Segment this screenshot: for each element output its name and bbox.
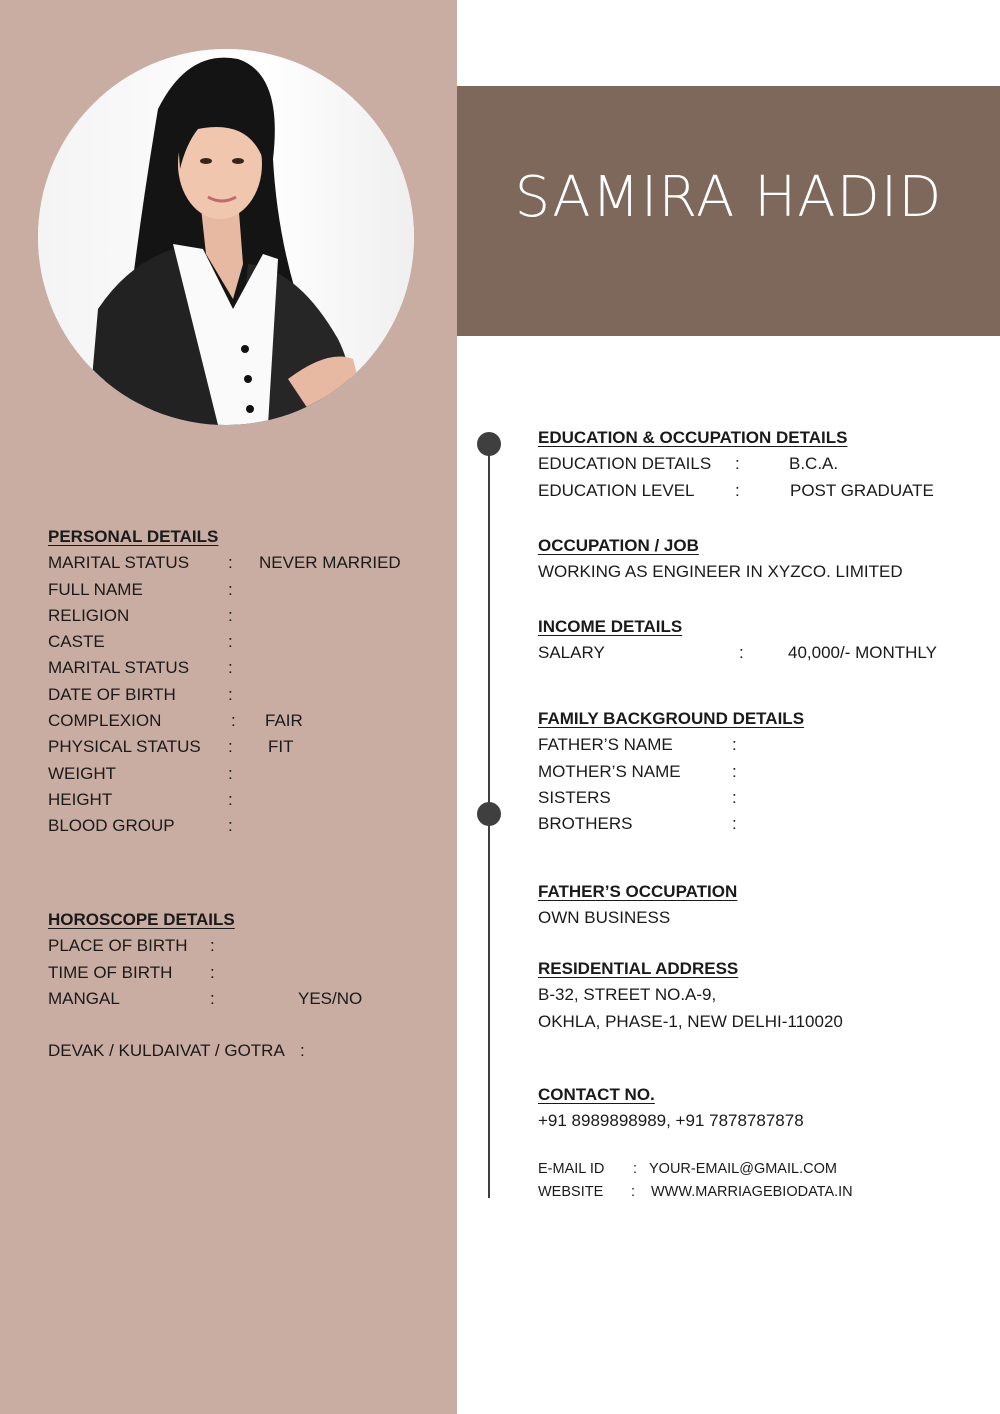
occupation-section: [538, 533, 978, 586]
detail-label: BROTHERS: [538, 814, 633, 834]
detail-row: [48, 986, 448, 1012]
detail-separator: :: [228, 579, 233, 599]
detail-separator: :: [300, 1041, 305, 1061]
detail-row: [48, 682, 448, 708]
detail-separator: :: [210, 988, 215, 1008]
detail-label: MARITAL STATUS: [48, 658, 190, 678]
detail-separator: :: [633, 1161, 638, 1177]
online-contact-section: [538, 1158, 978, 1204]
detail-separator: :: [228, 816, 233, 836]
detail-separator: :: [210, 962, 215, 982]
detail-separator: :: [228, 763, 233, 783]
contact-section: [538, 1082, 978, 1135]
detail-value: NEVER MARRIED: [259, 553, 401, 573]
detail-label: RELIGION: [48, 605, 130, 625]
detail-row: [538, 759, 978, 785]
detail-row: [48, 629, 448, 655]
address-section: [538, 956, 978, 1035]
section-title: RESIDENTIAL ADDRESS: [538, 959, 739, 978]
detail-row: [48, 603, 448, 629]
detail-row: [538, 811, 978, 837]
section-title: FAMILY BACKGROUND DETAILS: [538, 709, 805, 728]
detail-row: [48, 577, 448, 603]
occupation-text: WORKING AS ENGINEER IN XYZCO. LIMITED: [538, 562, 903, 582]
detail-row: [48, 761, 448, 787]
detail-separator: :: [735, 480, 740, 500]
section-title: EDUCATION & OCCUPATION DETAILS: [538, 428, 848, 447]
detail-separator: :: [732, 761, 737, 781]
father-occupation-text: OWN BUSINESS: [538, 908, 671, 928]
detail-separator: :: [732, 787, 737, 807]
detail-separator: :: [631, 1184, 636, 1200]
detail-separator: :: [732, 814, 737, 834]
detail-row: [538, 785, 978, 811]
address-line-1: B-32, STREET NO.A-9,: [538, 985, 717, 1005]
detail-value: FIT: [268, 737, 294, 757]
section-title: OCCUPATION / JOB: [538, 536, 699, 555]
detail-label: TIME OF BIRTH: [48, 962, 173, 982]
detail-value: B.C.A.: [789, 454, 839, 474]
horoscope-details-section: [48, 907, 448, 1065]
detail-value: YES/NO: [298, 988, 363, 1008]
detail-separator: :: [228, 605, 233, 625]
section-title: INCOME DETAILS: [538, 617, 683, 636]
timeline-dot: [477, 432, 501, 456]
detail-row: [48, 708, 448, 734]
phone-numbers: +91 8989898989, +91 7878787878: [538, 1111, 804, 1131]
detail-label: MARITAL STATUS: [48, 553, 190, 573]
detail-separator: :: [228, 658, 233, 678]
detail-separator: :: [228, 632, 233, 652]
website-link[interactable]: WWW.MARRIAGEBIODATA.IN: [651, 1184, 853, 1200]
detail-row: [48, 787, 448, 813]
section-title: CONTACT NO.: [538, 1085, 655, 1104]
section-title: PERSONAL DETAILS: [48, 527, 219, 546]
detail-label: BLOOD GROUP: [48, 816, 175, 836]
detail-row: [538, 732, 978, 758]
address-line-2: OKHLA, PHASE-1, NEW DELHI-110020: [538, 1011, 843, 1031]
detail-label: EDUCATION LEVEL: [538, 480, 695, 500]
detail-separator: :: [228, 684, 233, 704]
detail-separator: :: [210, 936, 215, 956]
detail-separator: :: [231, 711, 236, 731]
detail-row: [48, 933, 448, 959]
detail-separator: :: [228, 737, 233, 757]
detail-label: E-MAIL ID: [538, 1161, 605, 1177]
section-title: FATHER’S OCCUPATION: [538, 882, 738, 901]
detail-label: MANGAL: [48, 988, 120, 1008]
detail-row: [538, 640, 978, 666]
detail-label: FATHER’S NAME: [538, 735, 673, 755]
detail-value: 40,000/- MONTHLY: [788, 643, 937, 663]
detail-value: FAIR: [265, 711, 303, 731]
detail-row: [48, 960, 448, 986]
detail-label: DATE OF BIRTH: [48, 684, 176, 704]
timeline-dot: [477, 802, 501, 826]
father-occupation-section: [538, 879, 978, 932]
detail-label: COMPLEXION: [48, 711, 162, 731]
portrait-illustration: [38, 49, 414, 425]
detail-row: [48, 813, 448, 839]
profile-photo: [38, 49, 414, 425]
name-header: [457, 86, 1000, 336]
personal-details-section: [48, 524, 448, 840]
section-title: HOROSCOPE DETAILS: [48, 910, 235, 929]
family-section: [538, 706, 978, 837]
detail-label: MOTHER’S NAME: [538, 761, 681, 781]
detail-label: PLACE OF BIRTH: [48, 936, 188, 956]
detail-label: PHYSICAL STATUS: [48, 737, 201, 757]
detail-separator: :: [739, 643, 744, 663]
detail-row: [48, 734, 448, 760]
education-section: [538, 425, 978, 504]
website-row: [538, 1181, 978, 1204]
detail-separator: :: [735, 454, 740, 474]
detail-label: WEIGHT: [48, 763, 116, 783]
email-row: [538, 1158, 978, 1181]
income-section: [538, 614, 978, 667]
detail-label: WEBSITE: [538, 1184, 604, 1200]
detail-label: CASTE: [48, 632, 105, 652]
detail-row: [48, 1038, 448, 1064]
detail-separator: :: [228, 789, 233, 809]
detail-row: [48, 655, 448, 681]
detail-row: [538, 451, 978, 477]
detail-value: POST GRADUATE: [790, 480, 934, 500]
email-value[interactable]: YOUR-EMAIL@GMAIL.COM: [649, 1161, 837, 1177]
detail-label: HEIGHT: [48, 789, 113, 809]
detail-separator: :: [732, 735, 737, 755]
detail-row: [48, 550, 448, 576]
detail-label: SISTERS: [538, 787, 611, 807]
detail-label: FULL NAME: [48, 579, 143, 599]
detail-row: [538, 478, 978, 504]
detail-label: EDUCATION DETAILS: [538, 454, 712, 474]
detail-label: SALARY: [538, 643, 605, 663]
detail-separator: :: [228, 553, 233, 573]
detail-label: DEVAK / KULDAIVAT / GOTRA: [48, 1041, 285, 1061]
full-name-title: SAMIRA HADID: [514, 164, 943, 230]
